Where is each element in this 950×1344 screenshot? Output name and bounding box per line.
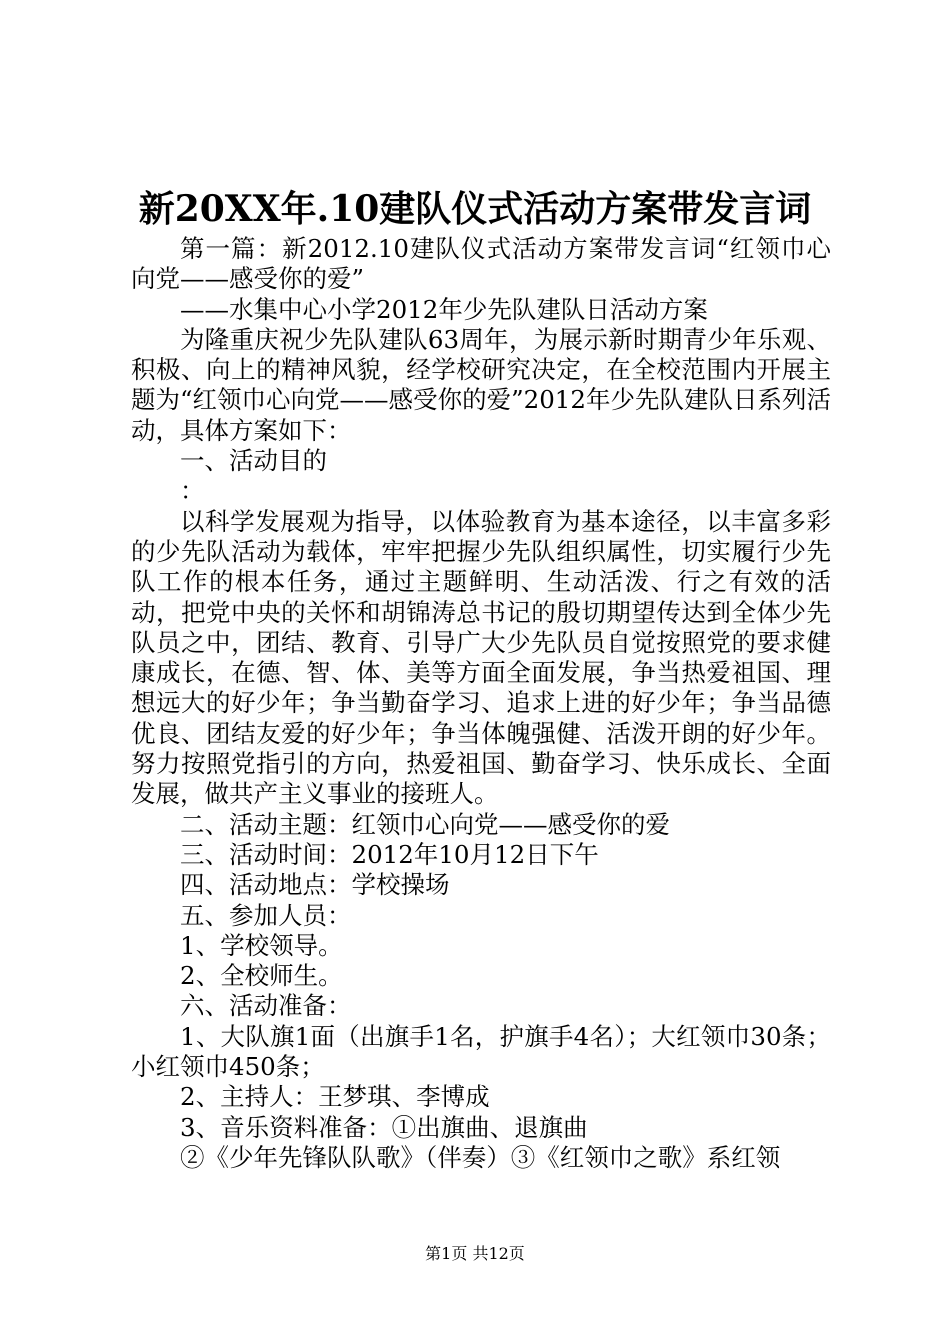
paragraph-12: 2、全校师生。 <box>180 961 343 991</box>
page-footer: 第1页 共12页 <box>425 1244 525 1263</box>
paragraph-3: 为隆重庆祝少先队建队63周年，为展示新时期青少年乐观、积极、向上的精神风貌，经学校研究决定，在全校范围内开展主题为“红领巾心向党——感受你的爱”2012年少先队建队日系列活动，具体方案如下： <box>131 324 831 445</box>
paragraph-15: 2、主持人：王梦琪、李博成 <box>180 1082 490 1112</box>
paragraph-16: 3、音乐资料准备：①出旗曲、退旗曲 <box>180 1112 588 1142</box>
paragraph-10: 五、参加人员： <box>180 900 352 930</box>
paragraph-4: 一、活动目的 <box>180 446 327 476</box>
paragraph-13: 六、活动准备： <box>180 991 352 1021</box>
paragraph-2: ——水集中心小学2012年少先队建队日活动方案 <box>180 294 708 324</box>
paragraph-9: 四、活动地点：学校操场 <box>180 870 450 900</box>
paragraph-14: 1、大队旗1面（出旗手1名，护旗手4名）；大红领巾30条；小红领巾450条； <box>131 1021 831 1082</box>
document-title: 新20XX年.10建队仪式活动方案带发言词 <box>138 188 812 230</box>
document-body <box>131 234 831 1173</box>
paragraph-11: 1、学校领导。 <box>180 930 343 960</box>
paragraph-5: ： <box>180 476 205 506</box>
paragraph-17: ②《少年先锋队队歌》（伴奏）③《红领巾之歌》系红领 <box>180 1142 781 1172</box>
paragraph-1: 第一篇：新2012.10建队仪式活动方案带发言词“红领巾心向党——感受你的爱” <box>131 234 831 294</box>
paragraph-6: 以科学发展观为指导，以体验教育为基本途径，以丰富多彩的少先队活动为载体，牢牢把握少先队组织属性，切实履行少先队工作的根本任务，通过主题鲜明、生动活泼、行之有效的活动，把党中央的关怀和胡锦涛总书记的殷切期望传达到全体少先队员之中，团结、教育、引导广大少先队员自觉按照党的要求健康成长，在德、智、体、美等方面全面发展，争当热爱祖国、理想远大的好少年；争当勤奋学习、追求上进的好少年；争当品德优良、团结友爱的好少年；争当体魄强健、活泼开朗的好少年。努力按照党指引的方向，热爱祖国、勤奋学习、快乐成长、全面发展，做共产主义事业的接班人。 <box>131 506 831 809</box>
paragraph-7: 二、活动主题：红领巾心向党——感受你的爱 <box>180 809 670 839</box>
paragraph-8: 三、活动时间：2012年10月12日下午 <box>180 839 599 869</box>
